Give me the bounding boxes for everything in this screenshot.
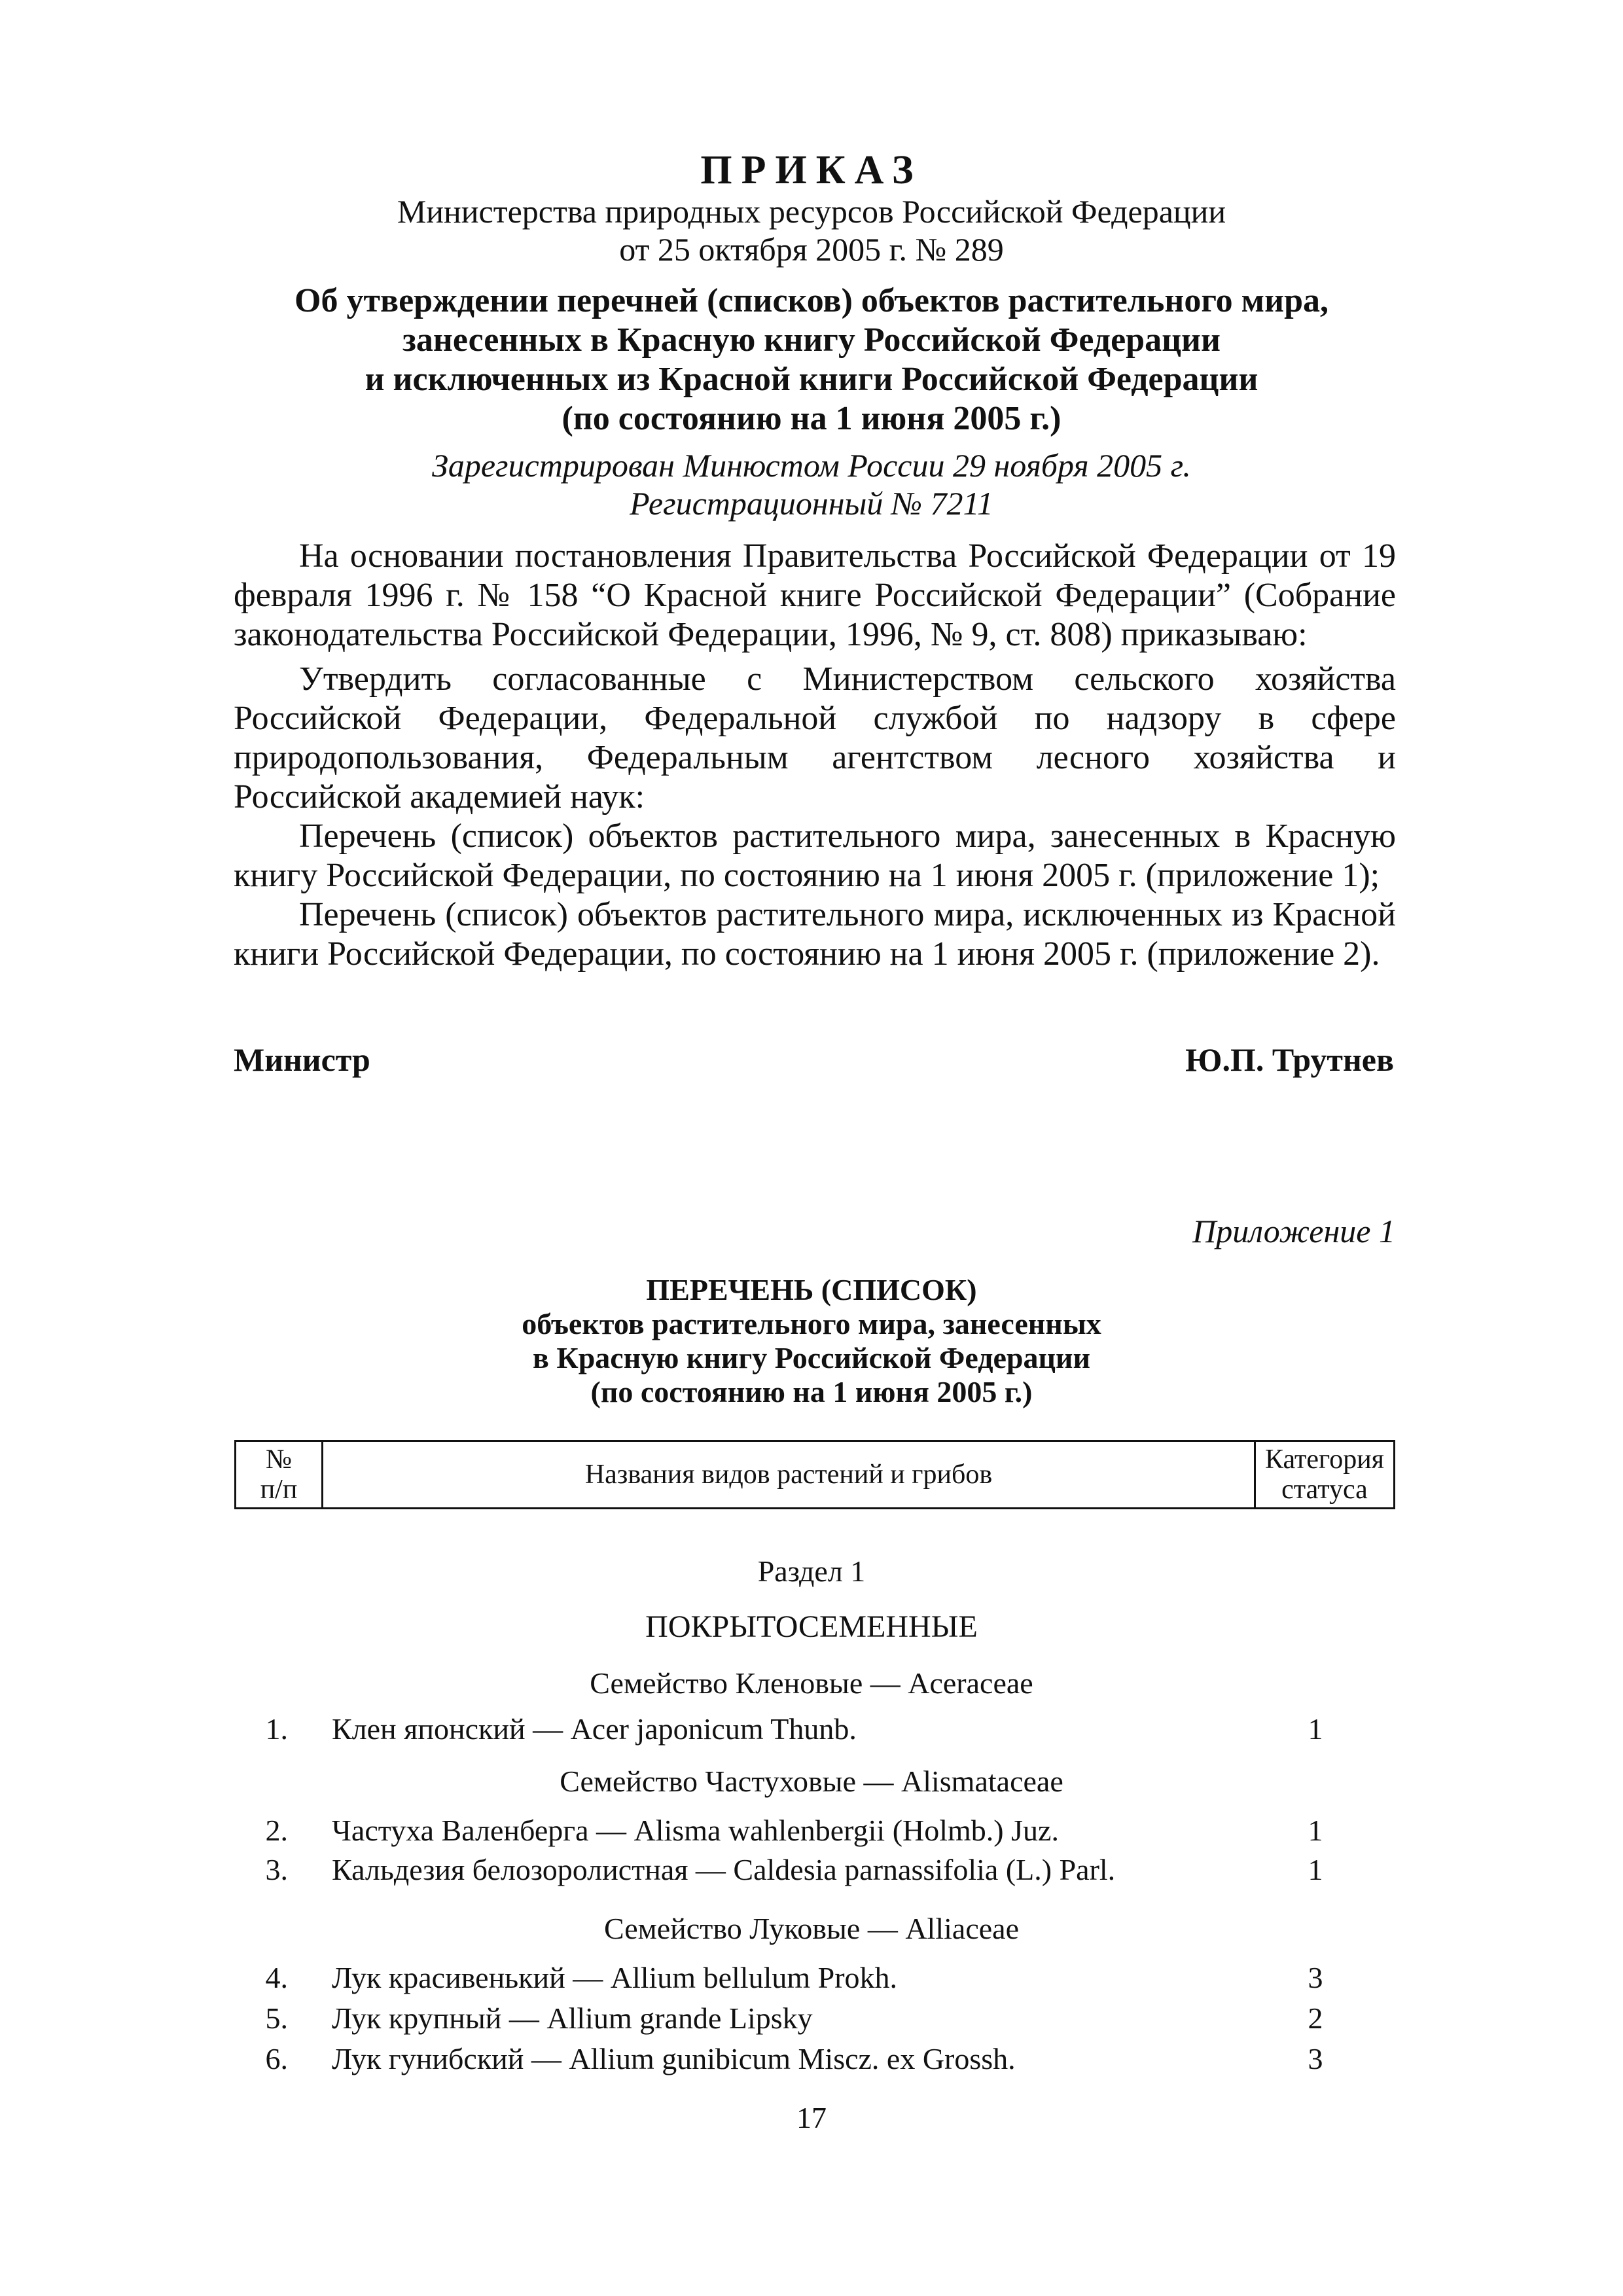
ministry-name: Министерства природных ресурсов Российской Федерации xyxy=(397,193,1226,230)
entry-number: 1. xyxy=(265,1712,288,1746)
body-paragraph: Перечень (список) объектов растительного мира, занесенных в Красную книгу Российской Федерации, по состоянию на 1 июня 2005 г. (приложение 1); xyxy=(234,817,1396,894)
signature-name: Ю.П. Трутнев xyxy=(1185,1041,1394,1078)
registration-number: Регистрационный № 7211 xyxy=(630,485,993,522)
entry-number: 6. xyxy=(265,2042,288,2075)
section-number: Раздел 1 xyxy=(757,1554,866,1588)
subject-line: Об утверждении перечней (списков) объектов растительного мира, xyxy=(294,282,1329,319)
entry-name: Лук гунибский — Allium gunibicum Miscz. ex Grossh. xyxy=(332,2042,1016,2075)
family-heading: Семейство Луковые — Alliaceae xyxy=(604,1912,1019,1945)
body-paragraph: Утвердить согласованные с Министерством сельского хозяйства Российской Федерации, Федеральной службой по надзору в сфере природопользования, Федеральным агентством лесного хозяйства и Российской академией наук: xyxy=(234,660,1396,816)
family-heading: Семейство Кленовые — Aceraceae xyxy=(590,1666,1033,1700)
subject-line: (по состоянию на 1 июня 2005 г.) xyxy=(562,400,1061,437)
body-paragraph: На основании постановления Правительства Российской Федерации от 19 февраля 1996 г. № 158 “О Красной книге Российской Федерации” (Собрание законодательства Российской Федерации, 1996, № 9, ст. 808) приказываю: xyxy=(234,537,1396,653)
registration-line: Зарегистрирован Минюстом России 29 ноября 2005 г. xyxy=(432,447,1191,484)
list-item xyxy=(0,1712,1623,1751)
entry-name: Частуха Валенберга — Alisma wahlenbergii (Holmb.) Juz. xyxy=(332,1814,1059,1847)
species-table-header xyxy=(234,1440,1395,1509)
order-date-number: от 25 октября 2005 г. № 289 xyxy=(619,231,1004,268)
list-item xyxy=(0,2001,1623,2040)
entry-category: 1 xyxy=(1308,1853,1323,1886)
appendix-label: Приложение 1 xyxy=(1192,1213,1395,1249)
appendix-title: (по состоянию на 1 июня 2005 г.) xyxy=(590,1375,1033,1408)
entry-category: 2 xyxy=(1308,2001,1323,2035)
subject-line: и исключенных из Красной книги Российской Федерации xyxy=(365,361,1258,398)
order-body xyxy=(234,537,1396,974)
entry-number: 3. xyxy=(265,1853,288,1886)
entry-category: 1 xyxy=(1308,1814,1323,1847)
section-title: ПОКРЫТОСЕМЕННЫЕ xyxy=(645,1609,978,1644)
appendix-title: ПЕРЕЧЕНЬ (СПИСОК) xyxy=(646,1273,977,1306)
appendix-title: объектов растительного мира, занесенных xyxy=(522,1307,1101,1340)
body-paragraph: Перечень (список) объектов растительного мира, исключенных из Красной книги Российской Федерации, по состоянию на 1 июня 2005 г. (приложение 2). xyxy=(234,896,1396,973)
entry-category: 3 xyxy=(1308,1961,1323,1994)
signature-position: Министр xyxy=(234,1041,370,1078)
entry-name: Лук крупный — Allium grande Lipsky xyxy=(332,2001,813,2035)
list-item xyxy=(0,1960,1623,2000)
entry-number: 4. xyxy=(265,1961,288,1994)
order-title: ПРИКАЗ xyxy=(700,148,923,192)
entry-number: 2. xyxy=(265,1814,288,1847)
appendix-title: в Красную книгу Российской Федерации xyxy=(533,1341,1090,1374)
entry-name: Лук красивенький — Allium bellulum Prokh. xyxy=(332,1961,898,1994)
entry-category: 1 xyxy=(1308,1712,1323,1746)
subject-line: занесенных в Красную книгу Российской Федерации xyxy=(402,321,1221,359)
entry-name: Кальдезия белозоролистная — Caldesia parnassifolia (L.) Parl. xyxy=(332,1853,1116,1886)
entry-name: Клен японский — Acer japonicum Thunb. xyxy=(332,1712,857,1746)
page-number: 17 xyxy=(796,2101,827,2134)
entry-number: 5. xyxy=(265,2001,288,2035)
family-heading: Семейство Частуховые — Alismataceae xyxy=(560,1765,1063,1798)
entry-category: 3 xyxy=(1308,2042,1323,2075)
column-header-number: № п/п xyxy=(236,1441,323,1509)
column-header-name: Названия видов растений и грибов xyxy=(323,1441,1255,1509)
column-header-category: Категория статуса xyxy=(1255,1441,1395,1509)
list-item xyxy=(0,2041,1623,2081)
list-item xyxy=(0,1852,1623,1892)
list-item xyxy=(0,1813,1623,1852)
